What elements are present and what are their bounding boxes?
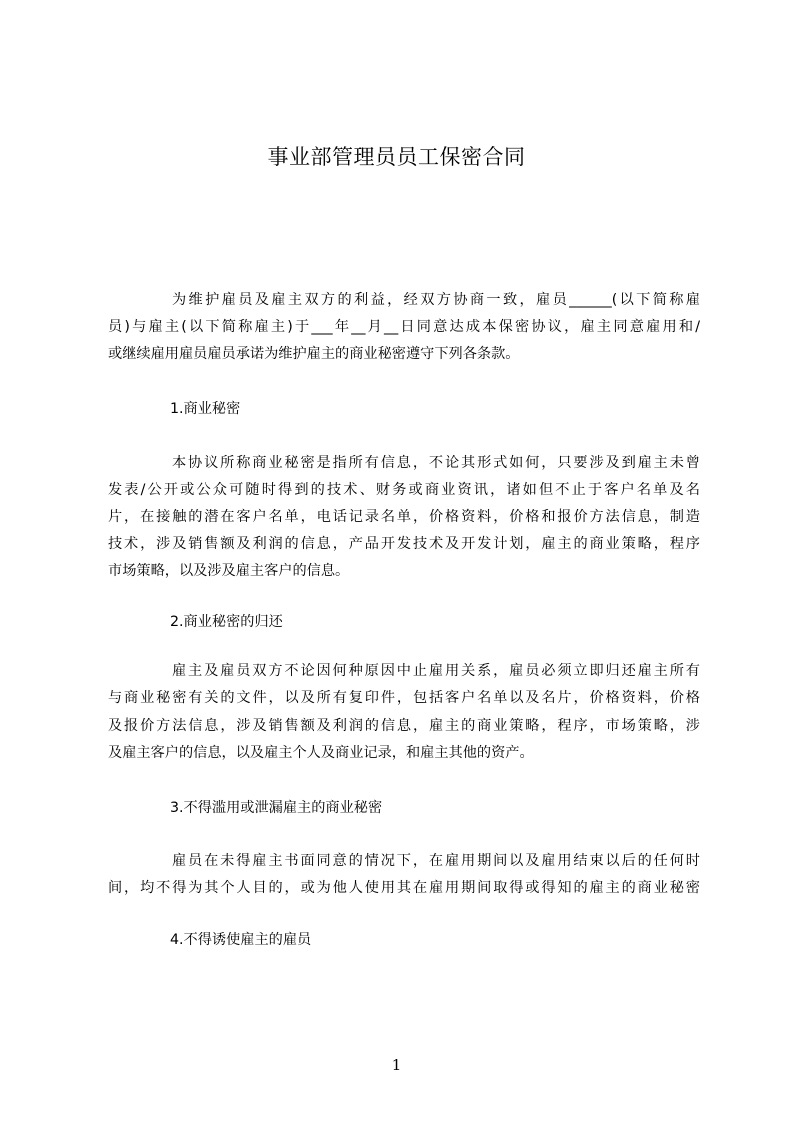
intro-line: 员)与雇主(以下简称雇主)于___年__月__日同意达成本保密协议，雇主同意雇用和/ xyxy=(108,319,700,335)
section-line: 技术，涉及销售额及利润的信息，产品开发技术及开发计划，雇主的商业策略，程序 xyxy=(108,536,700,552)
section-line: 间，均不得为其个人目的，或为他人使用其在雇用期间取得或得知的雇主的商业秘密 xyxy=(108,880,700,896)
section-line: 发表/公开或公众可随时得到的技术、财务或商业资讯，诸如但不止于客户名单及名 xyxy=(108,482,700,498)
section-line: 片，在接触的潜在客户名单，电话记录名单，价格资料，价格和报价方法信息，制造 xyxy=(108,509,700,525)
section-line: 本协议所称商业秘密是指所有信息，不论其形式如何，只要涉及到雇主未曾 xyxy=(172,455,700,471)
intro-line: 为维护雇员及雇主双方的利益，经双方协商一致，雇员______(以下简称雇 xyxy=(172,292,700,308)
section-line: 市场策略，以及涉及雇主客户的信息。 xyxy=(108,563,350,579)
section-line: 及报价方法信息，涉及销售额及利润的信息，雇主的商业策略，程序，市场策略，涉 xyxy=(108,718,700,734)
intro-line: 或继续雇用雇员雇员承诺为维护雇主的商业秘密遵守下列各条款。 xyxy=(108,346,520,362)
section-heading: 4.不得诱使雇主的雇员 xyxy=(170,932,312,948)
section-heading: 3.不得滥用或泄漏雇主的商业秘密 xyxy=(170,800,383,816)
section-line: 及雇主客户的信息，以及雇主个人及商业记录，和雇主其他的资产。 xyxy=(108,745,534,761)
document-title: 事业部管理员员工保密合同 xyxy=(267,145,526,169)
section-line: 雇主及雇员双方不论因何种原因中止雇用关系，雇员必须立即归还雇主所有 xyxy=(172,663,700,679)
section-heading: 1.商业秘密 xyxy=(170,401,241,417)
section-line: 雇员在未得雇主书面同意的情况下，在雇用期间以及雇用结束以后的任何时 xyxy=(172,853,700,869)
section-heading: 2.商业秘密的归还 xyxy=(170,614,283,630)
page-number: 1 xyxy=(391,1056,402,1074)
section-line: 与商业秘密有关的文件，以及所有复印件，包括客户名单以及名片，价格资料，价格 xyxy=(108,690,700,706)
